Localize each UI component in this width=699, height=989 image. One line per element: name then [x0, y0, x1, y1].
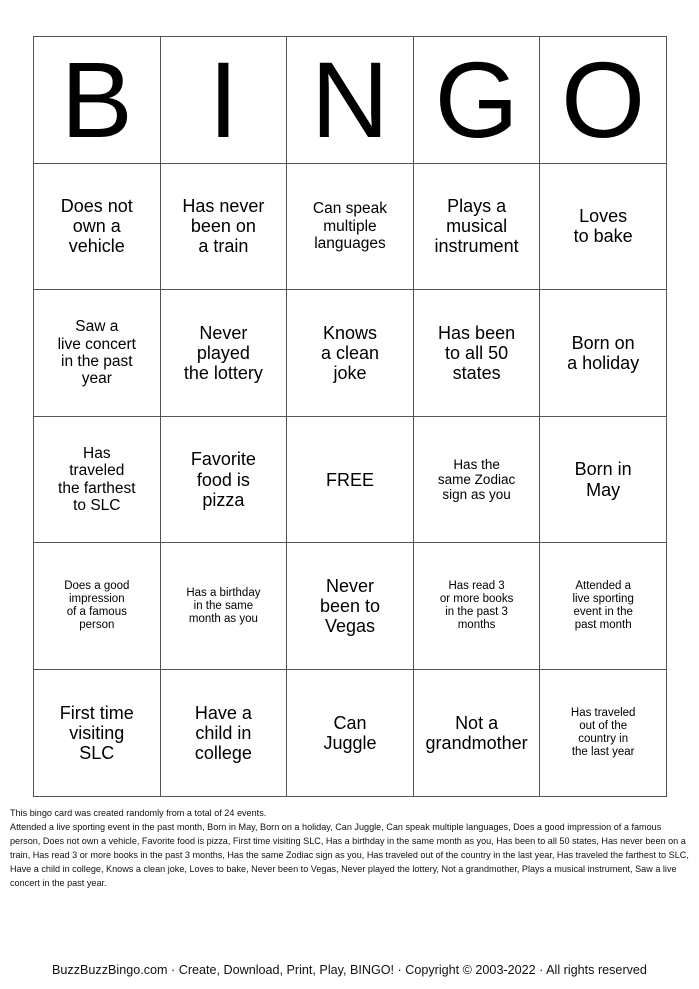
cell-text-line: month as you: [188, 612, 258, 625]
cell-text-line: impression: [68, 593, 125, 606]
cell-text-line: Vegas: [324, 616, 375, 637]
bingo-cell: [540, 163, 667, 290]
cell-text-line: Has: [83, 444, 111, 462]
cell-text-line: vehicle: [68, 236, 125, 257]
cell-text-line: been on: [190, 216, 256, 237]
card-description: [10, 806, 690, 890]
cell-text-line: own a: [72, 216, 121, 237]
bingo-cell: [160, 290, 287, 417]
cell-text-line: Loves: [579, 206, 628, 227]
bingo-cell: [160, 669, 287, 796]
cell-text-line: live sporting: [572, 593, 634, 606]
bingo-card: [33, 36, 667, 797]
cell-text-line: the farthest: [58, 479, 136, 497]
bingo-cell: [540, 290, 667, 417]
cell-text-line: live concert: [57, 335, 136, 353]
cell-text-line: the last year: [571, 745, 635, 758]
cell-text-line: months: [457, 619, 496, 632]
description-events: Attended a live sporting event in the past month, Born in May, Born on a holiday, Can Juggle, Can speak multiple languages, Does a good impression of a famous person, Does not own a vehicle, Favorite food is pizza, First time visiting SLC, Has a birthday in the same month as you, Has been to all 50 states, Has never been on a train, Has read 3 or more books in the past 3 months, Has the same Zodiac sign as you, Has traveled out of the country in the last year, Has traveled the farthest to SLC, Have a child in college, Knows a clean joke, Loves to bake, Never been to Vegas, Never played the lottery, Not a grandmother, Plays a musical instrument, Saw a live concert in the past year.: [10, 822, 689, 888]
cell-text-line: Has read 3: [448, 580, 505, 593]
cell-text-line: food is: [196, 469, 250, 490]
cell-text-line: or more books: [439, 593, 514, 606]
cell-text-line: Born in: [574, 459, 632, 480]
cell-text-line: Plays a: [447, 196, 507, 217]
cell-text-line: in the same: [193, 599, 254, 612]
bingo-cell: [413, 543, 540, 670]
cell-text-line: First time: [59, 702, 134, 723]
cell-text-line: Has traveled: [570, 707, 636, 720]
cell-text-line: visiting: [69, 722, 125, 743]
bingo-cell: [34, 669, 161, 796]
cell-text-line: grandmother: [425, 732, 528, 753]
cell-text-line: joke: [333, 363, 367, 384]
cell-text-line: Born on: [571, 332, 635, 353]
cell-text-line: Not a: [455, 712, 499, 733]
bingo-cell: [413, 416, 540, 543]
bingo-cell: [413, 163, 540, 290]
cell-text-line: a train: [198, 236, 249, 257]
bingo-cell: [287, 669, 414, 796]
cell-text-line: Does not: [60, 196, 133, 217]
cell-text-line: languages: [314, 235, 386, 253]
cell-text-line: pizza: [202, 489, 245, 510]
cell-text-line: traveled: [69, 462, 125, 480]
cell-text-line: in the past: [61, 352, 133, 370]
cell-text-line: Has been: [438, 322, 516, 343]
cell-text-line: to all 50: [445, 342, 509, 363]
cell-text-line: Does a good: [64, 580, 130, 593]
card-body: [34, 163, 667, 796]
cell-text-line: same Zodiac: [437, 472, 516, 488]
bingo-cell: [287, 416, 414, 543]
cell-text-line: child in: [195, 722, 252, 743]
bingo-cell: [160, 163, 287, 290]
header-letter-o: O: [540, 37, 667, 164]
cell-text-line: event in the: [573, 606, 633, 619]
cell-text-line: Has a birthday: [186, 586, 261, 599]
cell-text-line: Juggle: [323, 732, 377, 753]
bingo-cell: [34, 416, 161, 543]
description-intro: This bingo card was created randomly from a total of 24 events.: [10, 808, 267, 818]
card-row: [34, 290, 667, 417]
cell-text-line: past month: [574, 619, 632, 632]
bingo-cell: [34, 543, 161, 670]
cell-text-line: Can: [333, 712, 367, 733]
cell-text-line: college: [194, 742, 252, 763]
cell-text-line: Saw a: [75, 318, 119, 336]
cell-text-line: FREE: [325, 469, 374, 490]
header-letter-n: N: [287, 37, 414, 164]
cell-text-line: SLC: [79, 742, 115, 763]
cell-text-line: country in: [578, 732, 629, 745]
card-row: [34, 543, 667, 670]
card-row: [34, 163, 667, 290]
cell-text-line: out of the: [579, 719, 628, 732]
cell-text-line: May: [586, 479, 621, 500]
cell-text-line: of a famous: [66, 606, 127, 619]
cell-text-line: Have a: [194, 702, 252, 723]
cell-text-line: played: [196, 342, 250, 363]
cell-text-line: states: [452, 363, 501, 384]
bingo-cell: [413, 290, 540, 417]
card-row: [34, 669, 667, 796]
cell-text-line: year: [81, 370, 112, 388]
header-row: [34, 37, 667, 164]
cell-text-line: Can speak: [312, 200, 388, 218]
cell-text-line: been to: [319, 596, 381, 617]
cell-text-line: Has never: [182, 196, 265, 217]
bingo-cell: [540, 543, 667, 670]
bingo-cell: [34, 163, 161, 290]
footer-copyright: BuzzBuzzBingo.com · Create, Download, Print, Play, BINGO! · Copyright © 2003-2022 · All rights reserved: [52, 963, 647, 977]
bingo-cell: [287, 163, 414, 290]
cell-text-line: to SLC: [73, 496, 121, 514]
bingo-cell: [287, 290, 414, 417]
bingo-cell: [34, 290, 161, 417]
bingo-cell: [287, 543, 414, 670]
cell-text-line: person: [79, 619, 115, 632]
cell-text-line: Knows: [322, 322, 377, 343]
header-letter-g: G: [413, 37, 540, 164]
cell-text-line: Attended a: [575, 580, 631, 593]
bingo-cell: [413, 669, 540, 796]
card-row: [34, 416, 667, 543]
bingo-cell: [160, 416, 287, 543]
bingo-cell: [540, 416, 667, 543]
header-letter-b: B: [34, 37, 161, 164]
cell-text-line: sign as you: [442, 487, 511, 503]
cell-text-line: multiple: [323, 217, 377, 235]
cell-text-line: a clean: [320, 342, 379, 363]
cell-text-line: a holiday: [567, 352, 640, 373]
cell-text-line: the lottery: [183, 363, 263, 384]
header-letter-i: I: [160, 37, 287, 164]
bingo-cell: [160, 543, 287, 670]
cell-text-line: Never: [325, 575, 374, 596]
cell-text-line: Never: [199, 322, 248, 343]
bingo-cell: [540, 669, 667, 796]
cell-text-line: instrument: [434, 236, 519, 257]
cell-text-line: to bake: [573, 226, 633, 247]
cell-text-line: Favorite: [190, 449, 256, 470]
cell-text-line: in the past 3: [445, 606, 508, 619]
cell-text-line: musical: [446, 216, 508, 237]
cell-text-line: Has the: [453, 456, 500, 472]
